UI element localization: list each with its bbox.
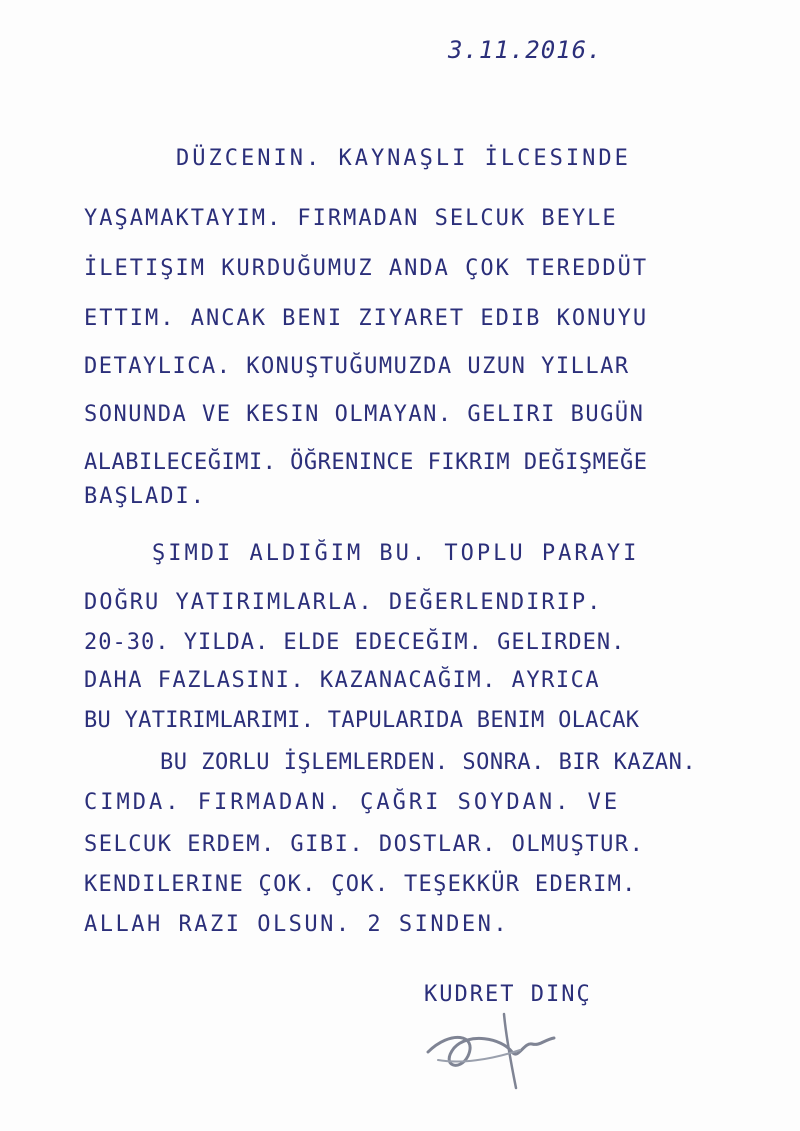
letter-date: 3.11.2016.: [448, 36, 603, 64]
letter-line: ALLAH RAZI OLSUN. 2 SINDEN.: [84, 912, 510, 937]
letter-line: ŞIMDI ALDIĞIM BU. TOPLU PARAYI: [152, 541, 640, 566]
letter-line: CIMDA. FIRMADAN. ÇAĞRI SOYDAN. VE: [84, 790, 621, 815]
letter-line: SONUNDA VE KESIN OLMAYAN. GELIRI BUGÜN: [84, 402, 645, 427]
letter-line: YAŞAMAKTAYIM. FIRMADAN SELCUK BEYLE: [84, 206, 618, 231]
letter-line: BU YATIRIMLARIMI. TAPULARIDA BENIM OLACAK: [84, 708, 640, 733]
letter-line: DOĞRU YATIRIMLARLA. DEĞERLENDIRIP.: [84, 590, 603, 615]
letter-line: DÜZCENIN. KAYNAŞLI İLCESINDE: [176, 146, 631, 171]
letter-line: BU ZORLU İŞLEMLERDEN. SONRA. BIR KAZAN.: [160, 750, 697, 775]
letter-line: İLETIŞIM KURDUĞUMUZ ANDA ÇOK TEREDDÜT: [84, 256, 649, 281]
letter-line: ALABILECEĞIMI. ÖĞRENINCE FIKRIM DEĞIŞMEĞE: [84, 450, 648, 475]
signature-image: [420, 1000, 570, 1100]
letter-line: BAŞLADI.: [84, 484, 206, 509]
letter-line: KENDILERINE ÇOK. ÇOK. TEŞEKKÜR EDERIM.: [84, 872, 637, 897]
letter-line: DETAYLICA. KONUŞTUĞUMUZDA UZUN YILLAR: [84, 354, 630, 379]
letter-line: SELCUK ERDEM. GIBI. DOSTLAR. OLMUŞTUR.: [84, 832, 645, 857]
letter-line: ETTIM. ANCAK BENI ZIYARET EDIB KONUYU: [84, 306, 649, 331]
author-name: KUDRET DINÇ: [424, 982, 592, 1007]
letter-line: 20-30. YILDA. ELDE EDECEĞIM. GELIRDEN.: [84, 630, 626, 655]
letter-line: DAHA FAZLASINI. KAZANACAĞIM. AYRICA: [84, 668, 601, 693]
